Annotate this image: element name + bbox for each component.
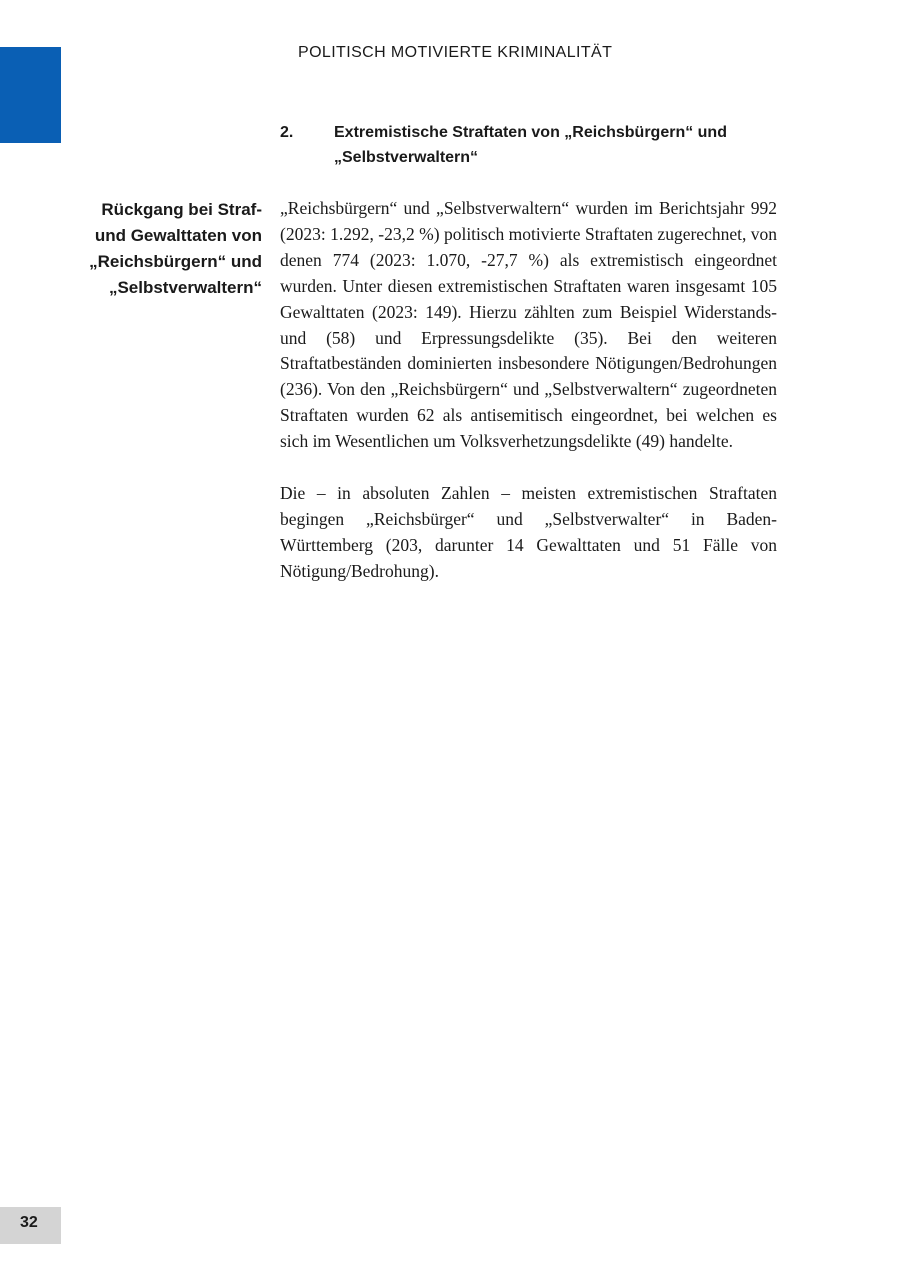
section-heading [280,120,780,170]
page-number: 32 [20,1214,38,1231]
running-header: POLITISCH MOTIVIERTE KRIMINALITÄT [298,44,613,61]
chapter-color-tab [0,47,61,143]
paragraph: Die – in absoluten Zahlen – meisten extremistischen Straftaten begingen „Reichsbürger“ und „Selbstverwalter“ in Baden-Württemberg (203, darunter 14 Gewalttaten und 51 Fälle von Nötigung/Bedrohung). [280,483,777,581]
section-title: Extremistische Straftaten von „Reichsbürgern“ und „Selbstverwaltern“ [334,124,727,166]
section-number: 2. [280,124,294,141]
margin-note: Rückgang bei Straf- und Gewalttaten von „Reichsbürgern“ und „Selbstverwaltern“ [89,200,262,297]
paragraph: „Reichsbürgern“ und „Selbstverwaltern“ wurden im Berichtsjahr 992 (2023: 1.292, -23,2 %) politisch motivierte Straftaten zugerechnet, von denen 774 (2023: 1.070, -27,7 %) als extremistisch eingeordnet wurden. Unter diesen extremistischen Straftaten waren insgesamt 105 Gewalttaten (2023: 149). Hierzu zählten zum Beispiel Widerstands- und (58) und Erpressungsdelikte (35). Bei den weiteren Straftatbeständen dominierten insbesondere Nötigungen/Bedrohungen (236). Von den „Reichsbürgern“ und „Selbstverwaltern“ zugeordneten Straftaten wurden 62 als antisemitisch eingeordnet, bei welchen es sich im Wesentlichen um Volksverhetzungsdelikte (49) handelte. [280,198,777,452]
body-text [280,196,777,611]
